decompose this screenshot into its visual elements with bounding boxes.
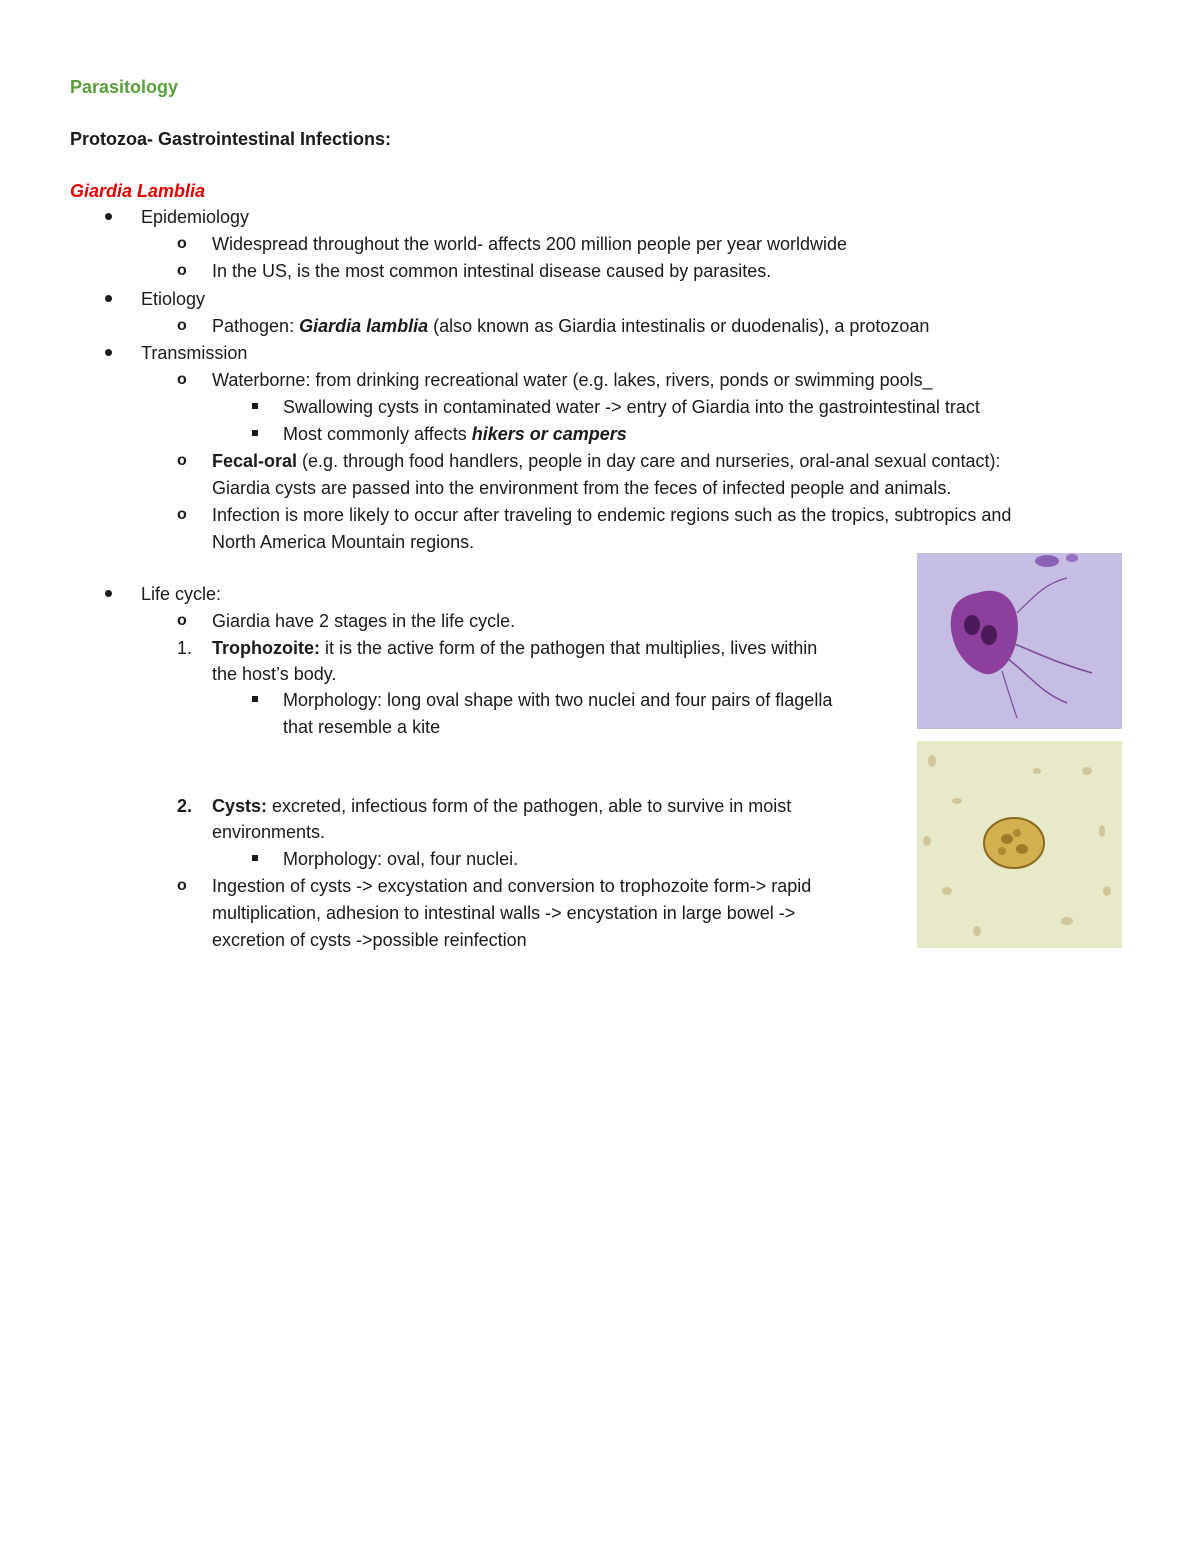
list-number: 1. — [177, 638, 193, 658]
cyst-item — [212, 795, 791, 817]
fecal-oral-item-cont: Giardia cysts are passed into the environment from the feces of infected people and animals. — [212, 478, 952, 498]
bullet-o: o — [177, 877, 187, 894]
trophozoite-morphology: Morphology: long oval shape with two nuclei and four pairs of flagella — [283, 690, 833, 710]
ingestion-item-cont: multiplication, adhesion to intestinal walls -> encystation in large bowel -> — [212, 903, 796, 923]
epidemiology-label: Epidemiology — [141, 207, 250, 227]
epidemiology-item: In the US, is the most common intestinal disease caused by parasites. — [212, 261, 772, 281]
travel-item-cont: North America Mountain regions. — [212, 532, 475, 552]
bullet-o: o — [177, 262, 187, 279]
bullet-dot — [105, 213, 112, 220]
bullet-dot — [105, 295, 112, 302]
etiology-item — [212, 315, 929, 337]
trophozoite-item-cont: the host’s body. — [212, 664, 337, 684]
waterborne-item: Waterborne: from drinking recreational water (e.g. lakes, rivers, ponds or swimming pools_ — [212, 370, 933, 390]
waterborne-sub-item — [283, 423, 627, 445]
bullet-o: o — [177, 317, 187, 334]
bullet-square — [252, 855, 258, 861]
etiology-prefix: Pathogen: — [212, 316, 300, 336]
epidemiology-item: Widespread throughout the world- affects 200 million people per year worldwide — [212, 234, 848, 254]
trophozoite-micrograph-image — [917, 553, 1122, 729]
page-subject: Parasitology — [70, 77, 179, 97]
trophozoite-item — [212, 637, 817, 659]
ingestion-item: Ingestion of cysts -> excystation and conversion to trophozoite form-> rapid — [212, 876, 812, 896]
bullet-o: o — [177, 612, 187, 629]
ingestion-item-cont: excretion of cysts ->possible reinfection — [212, 930, 527, 950]
bullet-o: o — [177, 371, 187, 388]
trophozoite-morphology-cont: that resemble a kite — [283, 717, 441, 737]
travel-item: Infection is more likely to occur after traveling to endemic regions such as the tropics, subtropics and — [212, 505, 1012, 525]
bullet-dot — [105, 590, 112, 597]
etiology-suffix: (also known as Giardia intestinalis or duodenalis), a protozoan — [428, 316, 930, 336]
etiology-label: Etiology — [141, 289, 206, 309]
pathogen-name: Giardia lamblia — [299, 316, 429, 336]
fecal-oral-text: (e.g. through food handlers, people in day care and nurseries, oral-anal sexual contact): — [297, 451, 1001, 471]
lifecycle-stages: Giardia have 2 stages in the life cycle. — [212, 611, 516, 631]
bullet-o: o — [177, 452, 187, 469]
sub-item-emphasis: hikers or campers — [471, 424, 627, 444]
bullet-square — [252, 430, 258, 436]
section-title: Protozoa- Gastrointestinal Infections: — [70, 129, 392, 149]
bullet-o: o — [177, 235, 187, 252]
bullet-o: o — [177, 506, 187, 523]
cyst-micrograph-image — [917, 741, 1122, 948]
lifecycle-label: Life cycle: — [141, 584, 222, 604]
bullet-square — [252, 403, 258, 409]
cyst-morphology: Morphology: oval, four nuclei. — [283, 849, 519, 869]
cyst-label: Cysts: — [212, 796, 268, 816]
fecal-oral-label: Fecal-oral — [212, 451, 298, 471]
fecal-oral-item — [212, 450, 1000, 472]
list-number: 2. — [177, 796, 193, 816]
cyst-item-cont: environments. — [212, 822, 326, 842]
sub-item-prefix: Most commonly affects — [283, 424, 472, 444]
organism-title: Giardia Lamblia — [70, 181, 206, 201]
bullet-dot — [105, 349, 112, 356]
trophozoite-text: it is the active form of the pathogen that multiplies, lives within — [319, 638, 818, 658]
transmission-label: Transmission — [141, 343, 248, 363]
bullet-square — [252, 696, 258, 702]
trophozoite-label: Trophozoite: — [212, 638, 320, 658]
cyst-text: excreted, infectious form of the pathogen, able to survive in moist — [267, 796, 792, 816]
waterborne-sub-item: Swallowing cysts in contaminated water -> entry of Giardia into the gastrointestinal tract — [283, 397, 980, 417]
